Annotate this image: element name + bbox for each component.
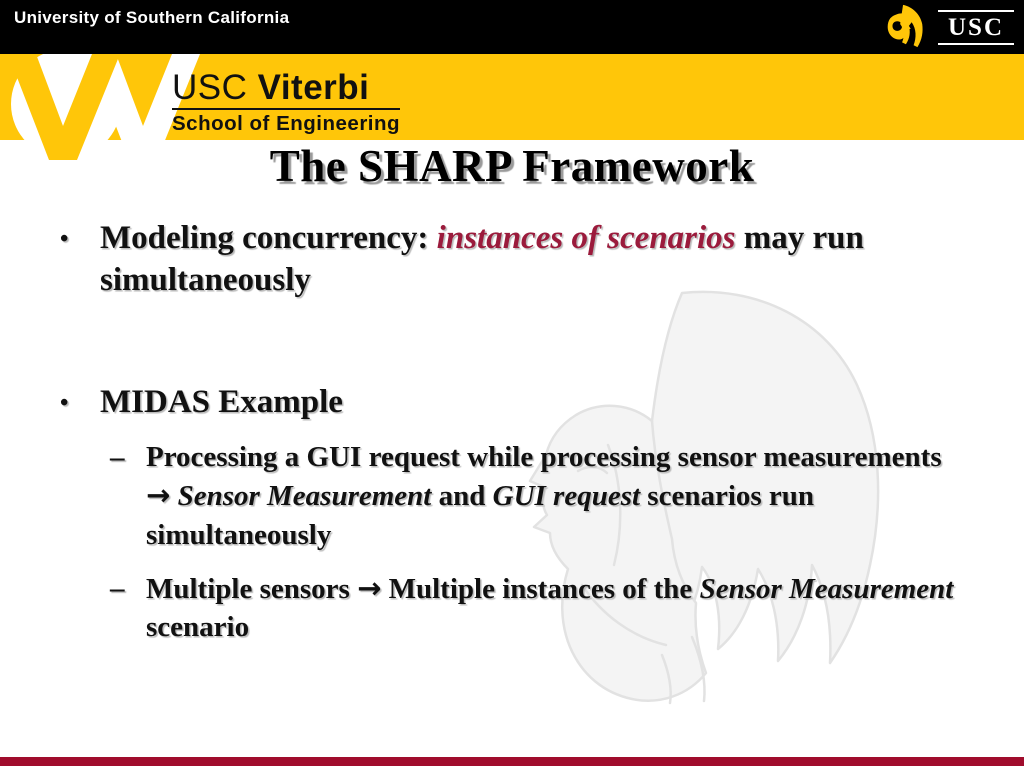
text-segment-arrow: → <box>146 478 171 513</box>
text-segment-italic: Sensor Measurement <box>699 572 954 605</box>
text-segment-italic: Sensor Measurement <box>177 480 432 513</box>
usc-wordmark-rule-top <box>938 10 1014 12</box>
text-segment: and <box>431 480 493 513</box>
viterbi-name-viterbi: Viterbi <box>257 68 370 107</box>
bullet-item <box>60 569 962 647</box>
text-segment: Processing a GUI request while processing sensor measurements <box>146 440 942 473</box>
bullet-item <box>60 218 962 302</box>
top-bar <box>0 0 1024 54</box>
bullet-item <box>60 382 962 424</box>
text-segment: scenario <box>146 611 250 644</box>
viterbi-underline <box>172 108 400 110</box>
viterbi-lockup <box>172 70 400 136</box>
bullet-item <box>60 438 962 555</box>
slide-title: The SHARP Framework <box>269 141 755 191</box>
trojan-head-icon <box>880 3 928 51</box>
usc-wordmark-text: USC <box>947 14 1004 41</box>
text-segment: Multiple sensors <box>146 572 358 605</box>
text-segment: may run simultaneously <box>100 220 864 298</box>
bullet-dash: – <box>110 571 125 604</box>
bullet-list <box>60 218 962 647</box>
usc-wordmark-rule-bottom <box>938 43 1014 45</box>
text-segment-arrow: → <box>357 570 382 605</box>
bullet-text <box>146 438 962 555</box>
bullet-text <box>146 569 962 647</box>
bullet-dot: • <box>60 389 69 416</box>
text-segment: Modeling concurrency: <box>100 220 437 256</box>
bullet-dot: • <box>60 226 69 252</box>
bullet-text <box>100 218 962 302</box>
university-label: University of Southern California <box>14 8 290 27</box>
text-segment <box>170 480 177 512</box>
usc-wordmark <box>938 8 1014 47</box>
text-segment: MIDAS Example <box>100 383 343 420</box>
text-segment: scenarios run simultaneously <box>146 480 815 551</box>
bottom-accent-bar <box>0 757 1024 766</box>
bullet-dash: – <box>110 440 125 473</box>
viterbi-name <box>172 70 400 105</box>
text-segment-accent-italic: instances of scenarios <box>436 220 736 256</box>
viterbi-name-usc: USC <box>172 68 258 107</box>
text-segment: Multiple instances of the <box>381 572 700 605</box>
text-segment-italic: GUI request <box>492 480 641 513</box>
bullet-text <box>100 382 962 424</box>
viterbi-subtitle: School of Engineering <box>172 112 401 135</box>
